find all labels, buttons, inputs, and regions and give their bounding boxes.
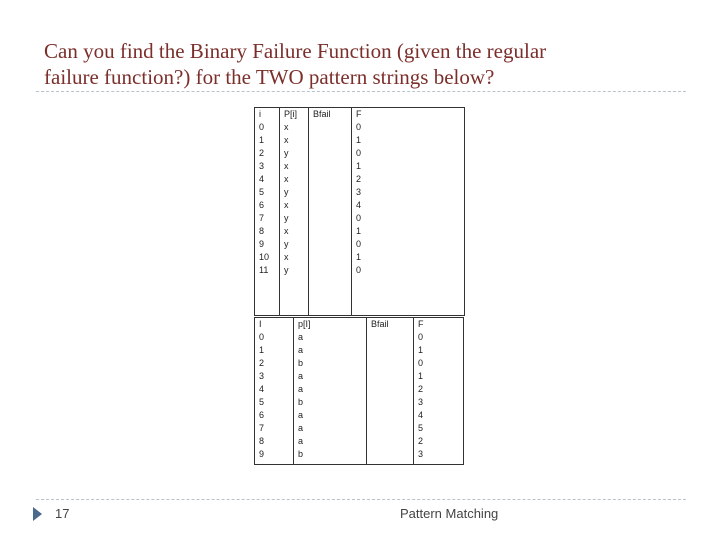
table-cell bbox=[309, 264, 352, 277]
table-cell: 1 bbox=[352, 134, 465, 147]
table-row bbox=[255, 422, 464, 435]
table-cell: b bbox=[294, 448, 367, 461]
header-cell: Bfail bbox=[367, 318, 414, 332]
footer-title: Pattern Matching bbox=[400, 506, 499, 521]
table-row bbox=[255, 370, 464, 383]
table-cell bbox=[367, 370, 414, 383]
table-cell bbox=[367, 422, 414, 435]
table-cell bbox=[309, 186, 352, 199]
header-cell: F bbox=[414, 318, 464, 332]
table-row bbox=[255, 344, 464, 357]
empty-cell bbox=[414, 461, 464, 465]
table-cell: 9 bbox=[255, 238, 280, 251]
table-cell: 2 bbox=[352, 173, 465, 186]
table-cell: 3 bbox=[414, 448, 464, 461]
table-row bbox=[255, 409, 464, 422]
table-cell: a bbox=[294, 344, 367, 357]
table-row bbox=[255, 435, 464, 448]
table-cell bbox=[309, 251, 352, 264]
table-row bbox=[255, 331, 464, 344]
slide-title-line-2: failure function?) for the TWO pattern strings below? bbox=[44, 65, 495, 89]
table-cell bbox=[367, 344, 414, 357]
table-cell: 0 bbox=[414, 331, 464, 344]
table-cell: y bbox=[280, 212, 309, 225]
table-row bbox=[255, 160, 465, 173]
table-row bbox=[255, 357, 464, 370]
table-cell: y bbox=[280, 264, 309, 277]
table-row bbox=[255, 383, 464, 396]
table-cell: 2 bbox=[414, 435, 464, 448]
table-cell: 5 bbox=[414, 422, 464, 435]
table-cell: 0 bbox=[255, 331, 294, 344]
empty-cell bbox=[352, 277, 465, 316]
table-row bbox=[255, 121, 465, 134]
table-cell bbox=[367, 435, 414, 448]
table-cell: a bbox=[294, 422, 367, 435]
table-cell: 4 bbox=[414, 409, 464, 422]
table-cell: 8 bbox=[255, 225, 280, 238]
footer-divider bbox=[36, 499, 686, 500]
table-row bbox=[255, 238, 465, 251]
table-cell bbox=[309, 147, 352, 160]
table-row bbox=[255, 448, 464, 461]
table-header-row bbox=[255, 108, 465, 122]
table-cell: 1 bbox=[414, 370, 464, 383]
table-cell: 3 bbox=[352, 186, 465, 199]
table-cell: b bbox=[294, 357, 367, 370]
table-cell: a bbox=[294, 383, 367, 396]
table-cell: 4 bbox=[352, 199, 465, 212]
table-cell: 0 bbox=[352, 121, 465, 134]
table-cell bbox=[309, 199, 352, 212]
table-cell: 0 bbox=[352, 212, 465, 225]
table-cell bbox=[309, 160, 352, 173]
table-cell: 10 bbox=[255, 251, 280, 264]
bullet-triangle-icon bbox=[33, 507, 42, 521]
table-row bbox=[255, 396, 464, 409]
table-cell: x bbox=[280, 160, 309, 173]
table-row bbox=[255, 212, 465, 225]
table-cell: y bbox=[280, 238, 309, 251]
title-divider bbox=[36, 91, 686, 92]
table-cell: 5 bbox=[255, 186, 280, 199]
table-cell: a bbox=[294, 435, 367, 448]
table-cell bbox=[367, 331, 414, 344]
empty-cell bbox=[309, 277, 352, 316]
table-cell: y bbox=[280, 186, 309, 199]
table-header-row bbox=[255, 318, 464, 332]
table-cell: 6 bbox=[255, 409, 294, 422]
table-cell: x bbox=[280, 225, 309, 238]
table-cell: 1 bbox=[352, 251, 465, 264]
table-row bbox=[255, 134, 465, 147]
table-cell: 0 bbox=[352, 147, 465, 160]
table-row bbox=[255, 147, 465, 160]
table-cell: a bbox=[294, 331, 367, 344]
header-cell: I bbox=[255, 318, 294, 332]
header-cell: p[I] bbox=[294, 318, 367, 332]
table-row bbox=[255, 264, 465, 277]
table-cell: 1 bbox=[352, 160, 465, 173]
table-cell bbox=[309, 121, 352, 134]
table-cell: 1 bbox=[352, 225, 465, 238]
table-cell: y bbox=[280, 147, 309, 160]
table-cell: x bbox=[280, 121, 309, 134]
table-cell bbox=[309, 134, 352, 147]
table-cell bbox=[367, 357, 414, 370]
table-cell: 1 bbox=[255, 344, 294, 357]
header-cell: i bbox=[255, 108, 280, 122]
table-cell: 5 bbox=[255, 396, 294, 409]
table-cell: 0 bbox=[414, 357, 464, 370]
empty-cell bbox=[255, 277, 280, 316]
table-cell: 1 bbox=[414, 344, 464, 357]
failure-table-2 bbox=[254, 317, 464, 465]
table-cell: 2 bbox=[414, 383, 464, 396]
table-cell: 3 bbox=[255, 160, 280, 173]
table-cell: 6 bbox=[255, 199, 280, 212]
table-cell: 3 bbox=[255, 370, 294, 383]
table-cell: b bbox=[294, 396, 367, 409]
table-row bbox=[255, 225, 465, 238]
table-cell: 0 bbox=[255, 121, 280, 134]
empty-cell bbox=[294, 461, 367, 465]
table-cell: x bbox=[280, 199, 309, 212]
table-cell: a bbox=[294, 409, 367, 422]
slide-title bbox=[44, 38, 704, 90]
table-row bbox=[255, 173, 465, 186]
table-cell bbox=[309, 238, 352, 251]
empty-cell bbox=[255, 461, 294, 465]
table-cell bbox=[309, 212, 352, 225]
table-cell: x bbox=[280, 134, 309, 147]
table-cell: 2 bbox=[255, 357, 294, 370]
table-cell bbox=[367, 383, 414, 396]
table-empty-row bbox=[255, 277, 465, 316]
table-cell: 4 bbox=[255, 173, 280, 186]
table-cell: 7 bbox=[255, 422, 294, 435]
table-cell bbox=[367, 448, 414, 461]
slide-title-line-1: Can you find the Binary Failure Function (given the regular bbox=[44, 39, 547, 63]
table-cell: 11 bbox=[255, 264, 280, 277]
table-cell: 1 bbox=[255, 134, 280, 147]
header-cell: P[i] bbox=[280, 108, 309, 122]
table-cell: 8 bbox=[255, 435, 294, 448]
empty-cell bbox=[280, 277, 309, 316]
table-cell bbox=[367, 396, 414, 409]
table-cell: 0 bbox=[352, 238, 465, 251]
table-cell: 7 bbox=[255, 212, 280, 225]
table-cell: 0 bbox=[352, 264, 465, 277]
failure-table-1 bbox=[254, 107, 465, 316]
table-cell bbox=[367, 409, 414, 422]
table-row bbox=[255, 186, 465, 199]
table-row bbox=[255, 251, 465, 264]
table-cell: 3 bbox=[414, 396, 464, 409]
page-number: 17 bbox=[55, 506, 70, 521]
table-cell: 9 bbox=[255, 448, 294, 461]
table-cell bbox=[309, 225, 352, 238]
table-cell: x bbox=[280, 173, 309, 186]
table-cell bbox=[309, 173, 352, 186]
header-cell: F bbox=[352, 108, 465, 122]
table-cell: 2 bbox=[255, 147, 280, 160]
empty-cell bbox=[367, 461, 414, 465]
table-row bbox=[255, 199, 465, 212]
table-cell: 4 bbox=[255, 383, 294, 396]
table-cell: x bbox=[280, 251, 309, 264]
table-empty-row bbox=[255, 461, 464, 465]
table-cell: a bbox=[294, 370, 367, 383]
header-cell: Bfail bbox=[309, 108, 352, 122]
